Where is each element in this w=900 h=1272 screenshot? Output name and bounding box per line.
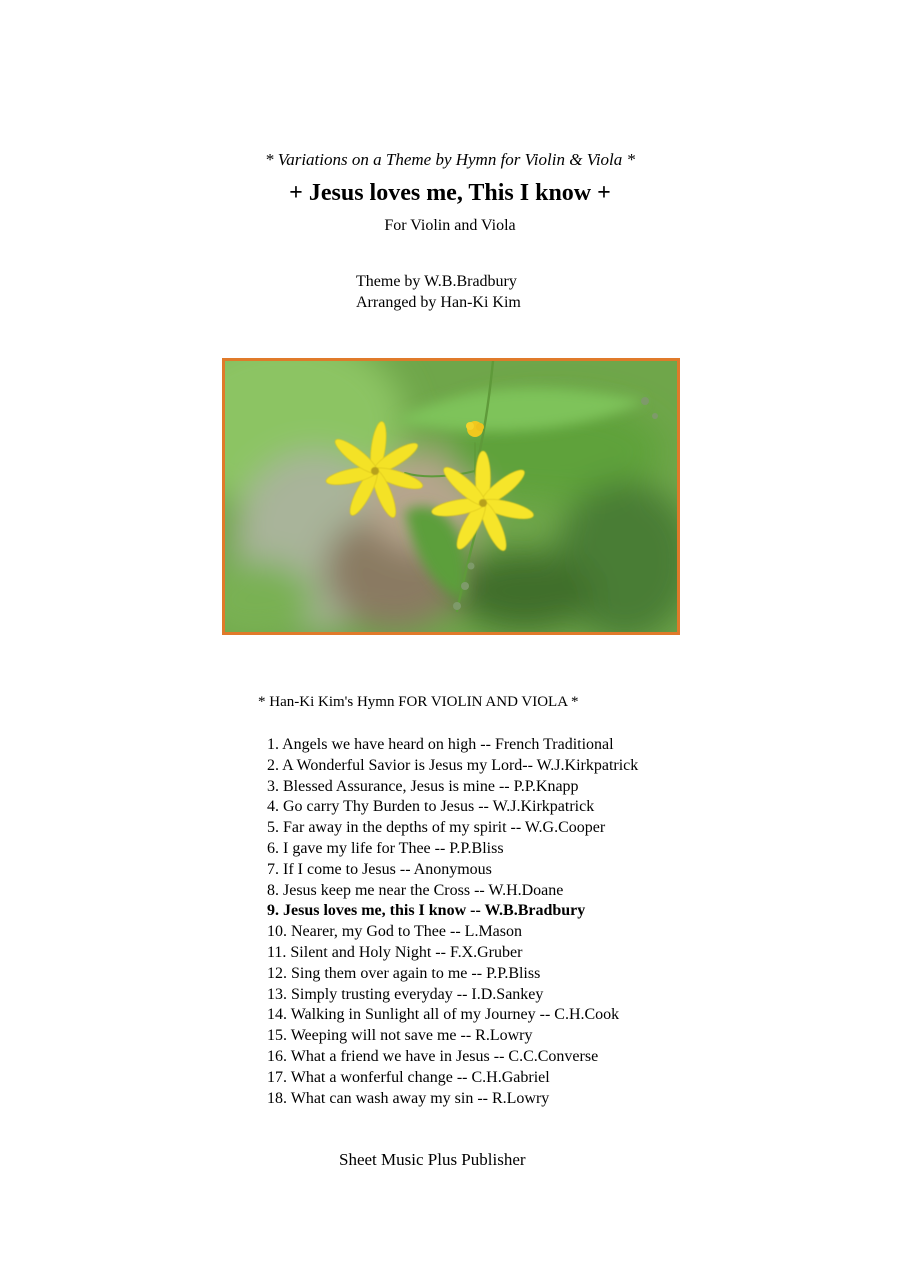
list-item: 12. Sing them over again to me -- P.P.Bliss: [267, 964, 541, 982]
list-item: 16. What a friend we have in Jesus -- C.C.Converse: [267, 1047, 599, 1065]
page-title: + Jesus loves me, This I know +: [289, 180, 611, 206]
list-item: 13. Simply trusting everyday -- I.D.Sankey: [267, 985, 544, 1003]
instrumentation-subtitle: For Violin and Viola: [384, 217, 516, 234]
list-item: 7. If I come to Jesus -- Anonymous: [267, 860, 492, 878]
list-item: 17. What a wonferful change -- C.H.Gabriel: [267, 1068, 550, 1086]
list-item: 14. Walking in Sunlight all of my Journey -- C.H.Cook: [267, 1006, 620, 1024]
list-item: 15. Weeping will not save me -- R.Lowry: [267, 1027, 533, 1045]
collection-heading: * Han-Ki Kim's Hymn FOR VIOLIN AND VIOLA *: [258, 694, 579, 710]
list-item: 5. Far away in the depths of my spirit -- W.G.Cooper: [267, 819, 606, 837]
yellow-wildflowers-photo: [222, 358, 680, 635]
credits: [356, 271, 521, 313]
list-item: 18. What can wash away my sin -- R.Lowry: [267, 1089, 550, 1107]
theme-credit: Theme by W.B.Bradbury: [356, 273, 517, 290]
flower-illustration: [225, 361, 677, 632]
list-item: 10. Nearer, my God to Thee -- L.Mason: [267, 923, 522, 941]
list-item: 2. A Wonderful Savior is Jesus my Lord-- W.J.Kirkpatrick: [267, 756, 639, 774]
publisher-name: Sheet Music Plus Publisher: [339, 1150, 526, 1169]
list-item: 11. Silent and Holy Night -- F.X.Gruber: [267, 943, 523, 961]
list-item: 3. Blessed Assurance, Jesus is mine -- P.P.Knapp: [267, 777, 579, 795]
arranger-credit: Arranged by Han-Ki Kim: [356, 294, 521, 311]
list-item: 8. Jesus keep me near the Cross -- W.H.Doane: [267, 881, 564, 899]
list-item: 4. Go carry Thy Burden to Jesus -- W.J.Kirkpatrick: [267, 798, 595, 816]
hymn-list: [267, 735, 638, 1109]
series-title: * Variations on a Theme by Hymn for Violin & Viola *: [264, 150, 636, 169]
list-item: 6. I gave my life for Thee -- P.P.Bliss: [267, 839, 504, 857]
list-item: 1. Angels we have heard on high -- French Traditional: [267, 736, 614, 753]
list-item-current: 9. Jesus loves me, this I know -- W.B.Bradbury: [267, 902, 586, 920]
